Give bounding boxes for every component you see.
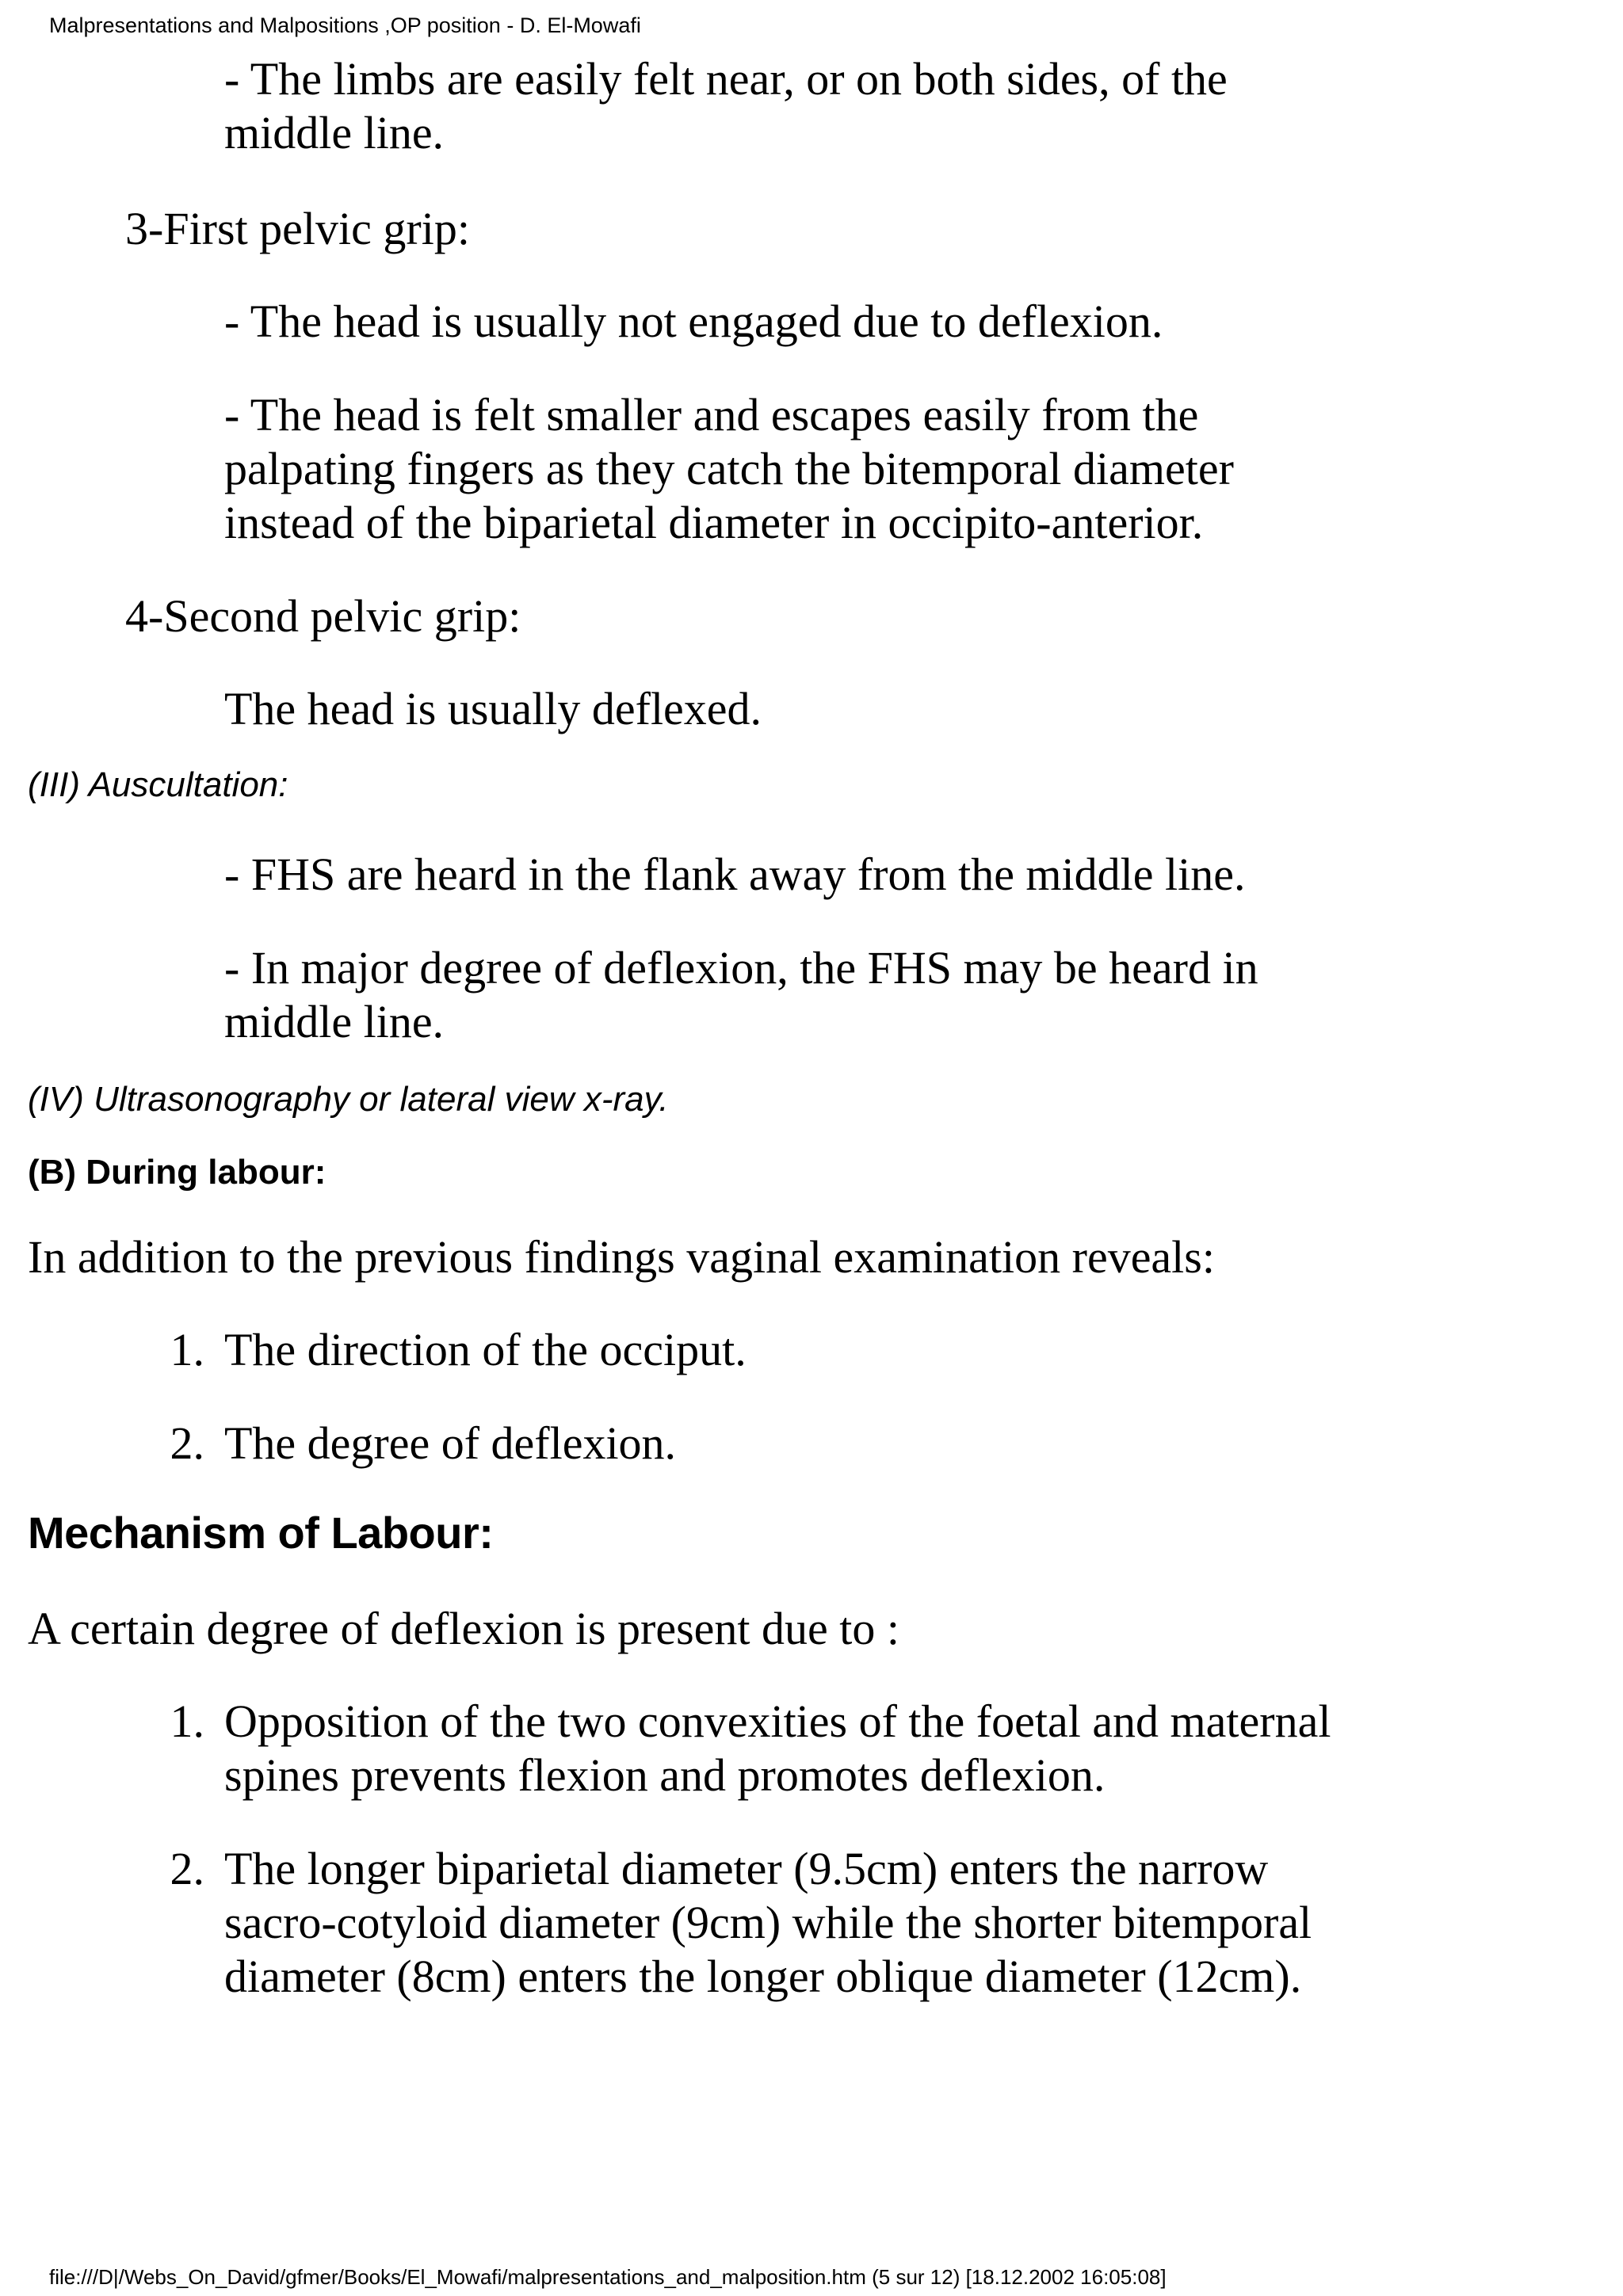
second-pelvic-grip-heading: 4-Second pelvic grip: [125, 590, 521, 642]
list-item-text-line-2: sacro-cotyloid diameter (9cm) while the shorter bitemporal [224, 1897, 1312, 1948]
fhs-major-line-1: - In major degree of deflexion, the FHS may be heard in [224, 942, 1258, 994]
list-number: 1. [170, 1324, 204, 1375]
first-pelvic-grip-heading: 3-First pelvic grip: [125, 203, 470, 254]
list-item-text: The degree of deflexion. [224, 1417, 677, 1469]
list-item-text-line-1: Opposition of the two convexities of the foetal and maternal [224, 1695, 1331, 1747]
list-item-text-line-1: The longer biparietal diameter (9.5cm) enters the narrow [224, 1843, 1269, 1894]
limbs-line-2: middle line. [224, 107, 445, 158]
auscultation-heading: (III) Auscultation: [28, 765, 288, 804]
list-number: 1. [170, 1695, 204, 1747]
running-header: Malpresentations and Malpositions ,OP position - D. El-Mowafi [49, 13, 641, 37]
list-number: 2. [170, 1417, 204, 1469]
fhs-flank: - FHS are heard in the flank away from the middle line. [224, 849, 1246, 900]
list-item-text: The direction of the occiput. [224, 1324, 747, 1375]
list-item-text-line-2: spines prevents flexion and promotes deflexion. [224, 1749, 1106, 1801]
head-deflexed: The head is usually deflexed. [224, 683, 762, 734]
deflexion-intro: A certain degree of deflexion is present due to : [28, 1603, 899, 1654]
running-footer: file:///D|/Webs_On_David/gfmer/Books/El_Mowafi/malpresentations_and_malposition.htm (5 sur 12) [18.12.2002 16:05:08] [49, 2265, 1167, 2289]
head-not-engaged: - The head is usually not engaged due to deflexion. [224, 296, 1163, 347]
list-number: 2. [170, 1843, 204, 1894]
limbs-line-1: - The limbs are easily felt near, or on both sides, of the [224, 53, 1228, 105]
head-smaller-line-2: palpating fingers as they catch the bitemporal diameter [224, 443, 1234, 494]
ultrasonography-heading: (IV) Ultrasonography or lateral view x-ray. [28, 1080, 669, 1119]
list-item-text-line-3: diameter (8cm) enters the longer oblique diameter (12cm). [224, 1951, 1302, 2002]
head-smaller-line-1: - The head is felt smaller and escapes easily from the [224, 389, 1199, 441]
mechanism-heading: Mechanism of Labour: [28, 1508, 494, 1558]
fhs-major-line-2: middle line. [224, 996, 445, 1047]
head-smaller-line-3: instead of the biparietal diameter in occipito-anterior. [224, 497, 1204, 548]
during-labour-heading: (B) During labour: [28, 1153, 327, 1192]
vaginal-exam-intro: In addition to the previous findings vaginal examination reveals: [28, 1231, 1215, 1283]
